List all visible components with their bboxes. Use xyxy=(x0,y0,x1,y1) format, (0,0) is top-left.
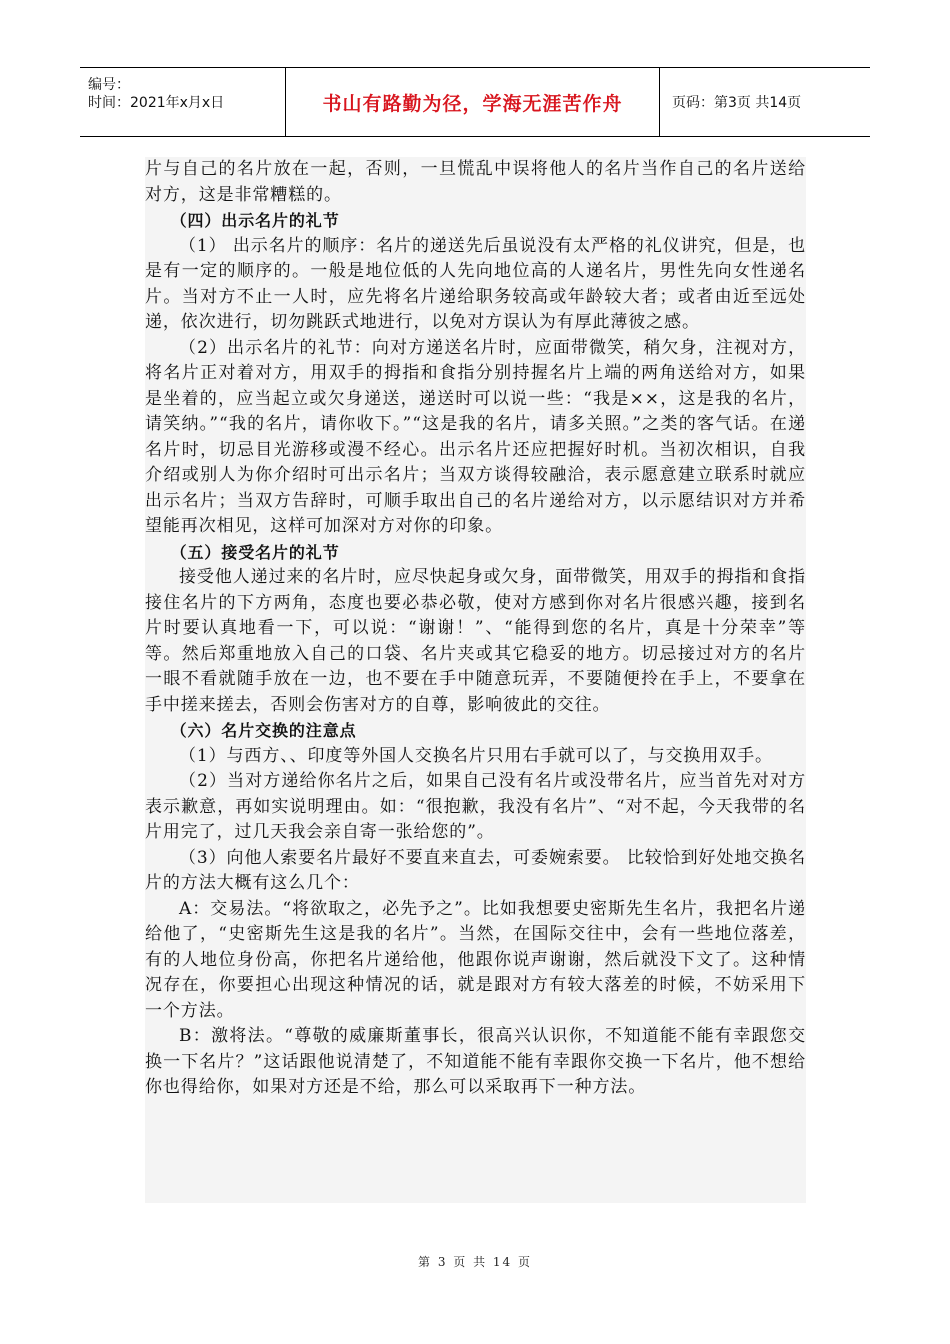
page-footer: 第 3 页 共 14 页 xyxy=(418,1255,532,1269)
header-meta-cell xyxy=(80,68,286,136)
section-heading: （四）出示名片的礼节 xyxy=(170,211,340,230)
number-label: 编号： xyxy=(88,77,130,93)
header-page-cell xyxy=(660,68,870,136)
header-motto-cell xyxy=(286,68,660,136)
section-heading: （五）接受名片的礼节 xyxy=(170,542,340,562)
paragraph: （1）与西方、、印度等外国人交换名片只用右手就可以了，与交换用双手。 xyxy=(179,745,773,766)
time-label: 时间：2021年x月x日 xyxy=(88,95,225,111)
paragraph: （2）出示名片的礼节：向对方递送名片时，应面带微笑，稍欠身，注视对方，将名片正对着对方，用双手的拇指和食指分别持握名片上端的两角送给对方，如果是坐着的，应当起立或欠身递送，递送时可以说一些：“我是××，这是我的名片，请笑纳。”“我的名片，请你收下。”“这是我的名片，请多关照。”之类的客气话。在递名片时，切忌目光游移或漫不经心。出示名片还应把握好时机。当初次相识，自我介绍或别人为你介绍时可出示名片；当双方谈得较融洽，表示愿意建立联系时就应出示名片；当双方告辞时，可顺手取出自己的名片递给对方，以示愿结识对方并希望能再次相见，这样可加深对方对你的印象。 xyxy=(145,337,806,536)
paragraph: 接受他人递过来的名片时，应尽快起身或欠身，面带微笑，用双手的拇指和食指接住名片的下方两角，态度也要必恭必敬，使对方感到你对名片很感兴趣，接到名片时要认真地看一下，可以说：“谢谢！”、“能得到您的名片，真是十分荣幸”等等。然后郑重地放入自己的口袋、名片夹或其它稳妥的地方。切忌接过对方的名片一眼不看就随手放在一边，也不要在手中随意玩弄，不要随便拎在手上，不要拿在手中搓来搓去，否则会伤害对方的自尊，影响彼此的交往。 xyxy=(145,567,806,715)
document-body xyxy=(145,157,806,1203)
page-header xyxy=(80,67,870,137)
section-heading: （六）名片交换的注意点 xyxy=(170,721,357,740)
motto: 书山有路勤为径，学海无涯苦作舟 xyxy=(322,92,623,115)
paragraph: 片与自己的名片放在一起，否则，一旦慌乱中误将他人的名片当作自己的名片送给对方，这是非常糟糕的。 xyxy=(145,159,806,205)
paragraph: （3）向他人索要名片最好不要直来直去，可委婉索要。 比较恰到好处地交换名片的方法大概有这么几个： xyxy=(145,847,806,893)
paragraph: （2）当对方递给你名片之后，如果自己没有名片或没带名片，应当首先对对方表示歉意，再如实说明理由。如：“很抱歉，我没有名片”、“对不起，今天我带的名片用完了，过几天我会亲自寄一张给您的”。 xyxy=(145,771,806,842)
paragraph: A：交易法。“将欲取之，必先予之”。比如我想要史密斯先生名片，我把名片递给他了，“史密斯先生这是我的名片”。当然，在国际交往中，会有一些地位落差，有的人地位身份高，你把名片递给他，他跟你说声谢谢，然后就没下文了。这种情况存在，你要担心出现这种情况的话，就是跟对方有较大落差的时候，不妨采用下一个方法。 xyxy=(145,898,806,1021)
paragraph: B：激将法。“尊敬的威廉斯董事长，很高兴认识你，不知道能不能有幸跟您交换一下名片？”这话跟他说清楚了，不知道能不能有幸跟你交换一下名片，他不想给你也得给你，如果对方还是不给，那么可以采取再下一种方法。 xyxy=(145,1026,806,1097)
paragraph: （1） 出示名片的顺序：名片的递送先后虽说没有太严格的礼仪讲究，但是，也是有一定的顺序的。一般是地位低的人先向地位高的人递名片，男性先向女性递名片。当对方不止一人时，应先将名片递给职务较高或年龄较大者；或者由近至远处递，依次进行，切勿跳跃式地进行，以免对方误认为有厚此薄彼之感。 xyxy=(145,235,806,332)
page-label: 页码：第3页 共14页 xyxy=(672,95,802,111)
